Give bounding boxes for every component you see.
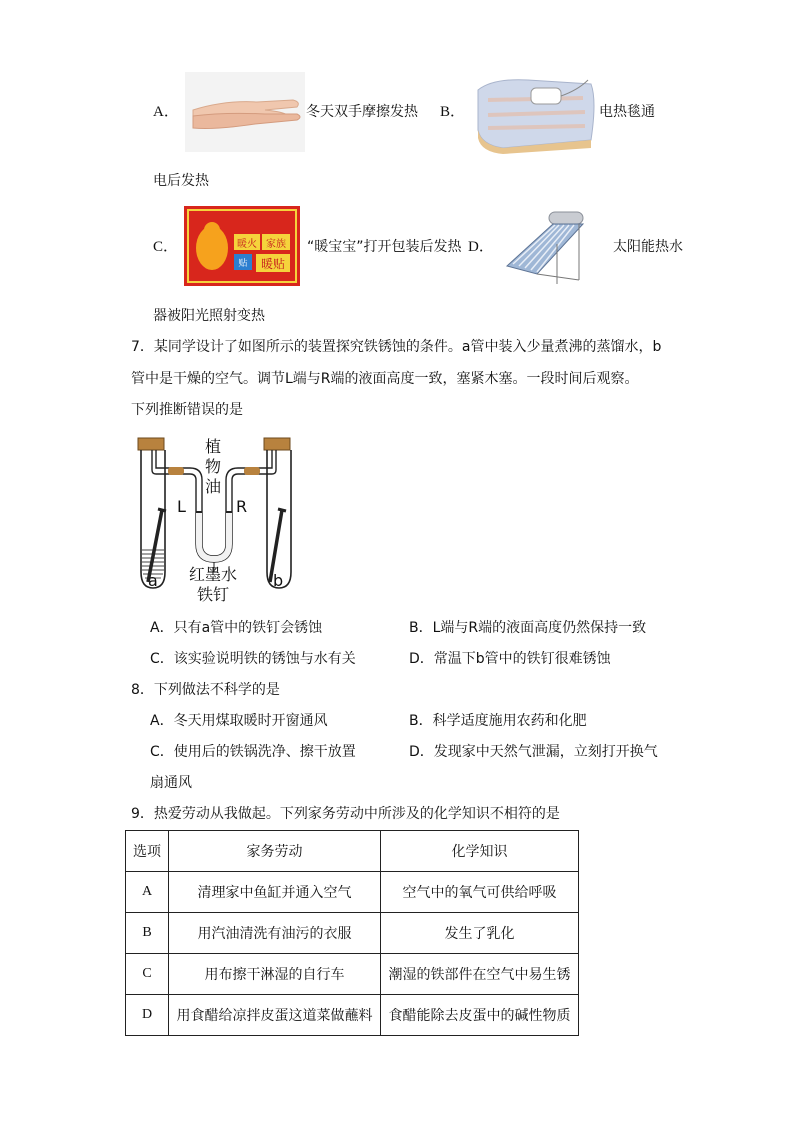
warmer-pack-text-4: 暖贴: [260, 257, 286, 271]
table-row: [126, 872, 579, 913]
row-chem-knowledge: 潮湿的铁部件在空气中易生锈: [381, 954, 579, 995]
q6-option-d-label: D．: [468, 239, 494, 255]
table-row: [126, 954, 579, 995]
row-housework: 用食醋给凉拌皮蛋这道菜做蘸料: [169, 995, 381, 1036]
label-oil-2: 物: [205, 457, 222, 476]
header-option: 选项: [126, 831, 169, 872]
q9-table: [125, 830, 579, 1036]
label-red-ink: 红墨水: [189, 565, 238, 584]
q8-option-d: D．发现家中天然气泄漏，立刻打开换气: [409, 744, 658, 760]
q6-option-b-label: B．: [440, 104, 466, 120]
label-l: L: [177, 497, 186, 516]
warmer-pack-text-3: 贴: [238, 259, 248, 269]
label-oil-3: 油: [205, 477, 222, 496]
header-chem-knowledge: 化学知识: [381, 831, 579, 872]
row-option: D: [126, 995, 169, 1036]
electric-blanket-image: [473, 70, 598, 155]
hand-warmer-pack-image: [184, 206, 300, 286]
q6-option-d-text: 太阳能热水: [613, 239, 683, 255]
row-option: C: [126, 954, 169, 995]
label-a: a: [148, 571, 158, 590]
label-iron-nail: 铁钉: [197, 585, 230, 604]
q8-option-a: A．冬天用煤取暖时开窗通风: [150, 713, 328, 729]
q6-option-c-text: “暖宝宝”打开包装后发热: [307, 239, 462, 255]
q7-stem-line1: 7．某同学设计了如图所示的装置探究铁锈蚀的条件。a管中装入少量煮沸的蒸馏水，b: [131, 339, 662, 355]
warmer-pack-text-2: 家族: [266, 239, 286, 250]
row-option: A: [126, 872, 169, 913]
q6-option-b-text: 电热毯通: [599, 104, 655, 120]
iron-rust-apparatus-diagram: [130, 432, 310, 604]
row-option: B: [126, 913, 169, 954]
label-r: R: [236, 497, 248, 516]
row-chem-knowledge: 空气中的氧气可供给呼吸: [381, 872, 579, 913]
row-chem-knowledge: 食醋能除去皮蛋中的碱性物质: [381, 995, 579, 1036]
q7-option-a: A．只有a管中的铁钉会锈蚀: [150, 620, 323, 636]
q6-option-a-text: 冬天双手摩擦发热: [306, 104, 418, 120]
q9-stem: 9．热爱劳动从我做起。下列家务劳动中所涉及的化学知识不相符的是: [131, 806, 560, 822]
q6-option-c-label: C．: [153, 239, 179, 255]
row-housework: 用布擦干淋湿的自行车: [169, 954, 381, 995]
q7-option-b: B．L端与R端的液面高度仍然保持一致: [409, 620, 647, 636]
q8-option-c: C．使用后的铁锅洗净、擦干放置: [150, 744, 356, 760]
q7-stem-line3: 下列推断错误的是: [131, 402, 243, 418]
q6-option-b-text-cont: 电后发热: [153, 173, 209, 189]
label-b: b: [273, 571, 284, 590]
q6-option-d-text-cont: 器被阳光照射变热: [153, 308, 265, 324]
solar-water-heater-image: [497, 204, 609, 290]
row-housework: 用汽油清洗有油污的衣服: [169, 913, 381, 954]
q6-option-a-label: A．: [153, 104, 179, 120]
q7-option-d: D．常温下b管中的铁钉很难锈蚀: [409, 651, 611, 667]
label-oil-1: 植: [205, 437, 222, 456]
row-housework: 清理家中鱼缸并通入空气: [169, 872, 381, 913]
warmer-pack-text-1: 暖火: [237, 239, 257, 250]
table-header-row: [126, 831, 579, 872]
hands-rubbing-image: [185, 72, 305, 152]
q7-stem-line2: 管中是干燥的空气。调节L端与R端的液面高度一致，塞紧木塞。一段时间后观察。: [131, 371, 639, 387]
row-chem-knowledge: 发生了乳化: [381, 913, 579, 954]
header-housework: 家务劳动: [169, 831, 381, 872]
q8-option-b: B．科学适度施用农药和化肥: [409, 713, 587, 729]
table-row: [126, 995, 579, 1036]
q8-option-d-cont: 扇通风: [150, 775, 192, 791]
q8-stem: 8．下列做法不科学的是: [131, 682, 280, 698]
q7-option-c: C．该实验说明铁的锈蚀与水有关: [150, 651, 356, 667]
table-row: [126, 913, 579, 954]
